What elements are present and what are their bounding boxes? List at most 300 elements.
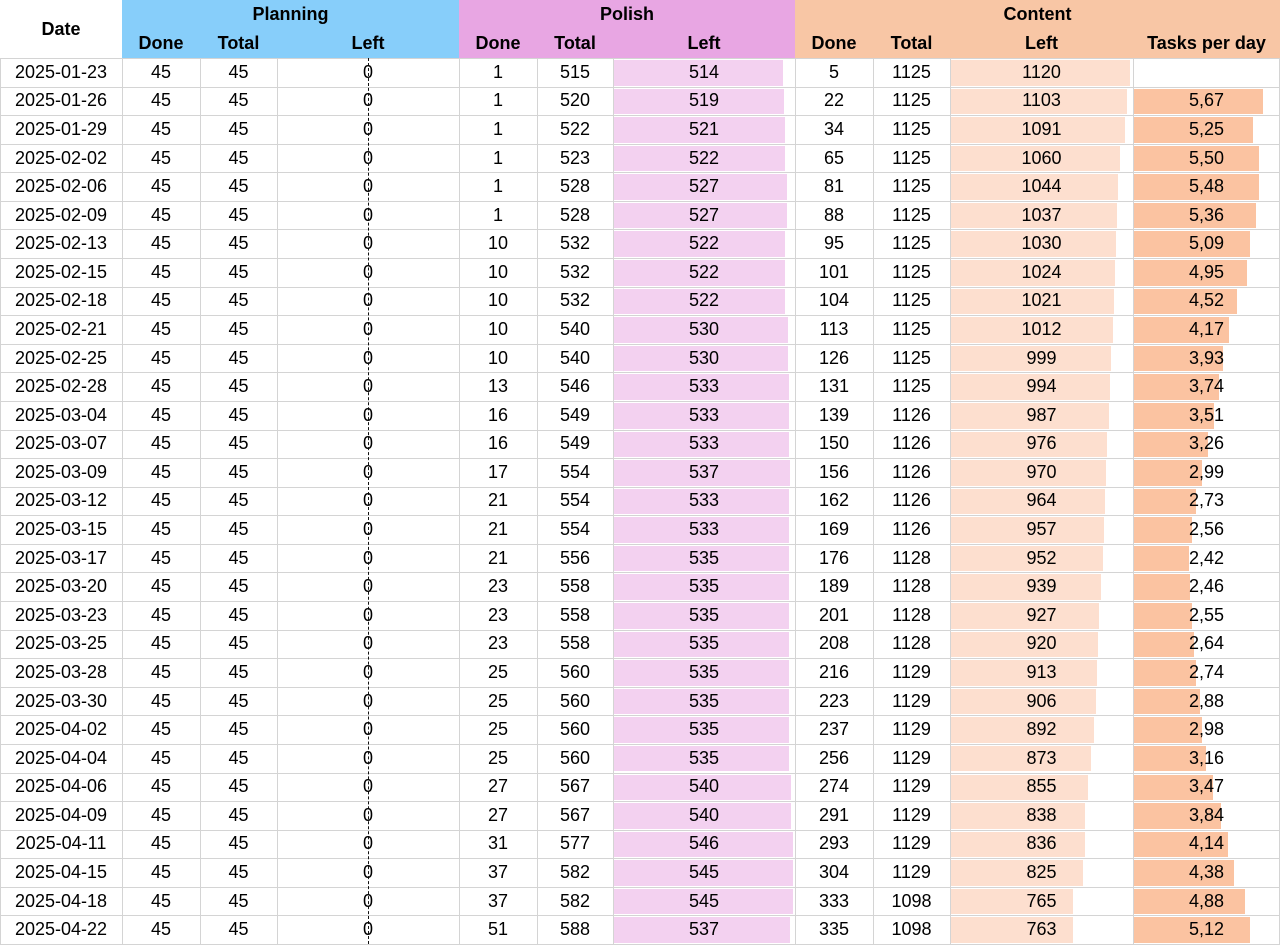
content-done-cell[interactable]: 304 [818, 862, 850, 883]
content-left-cell[interactable]: 999 [1026, 347, 1057, 368]
date-cell[interactable]: 2025-02-18 [14, 290, 108, 311]
date-cell[interactable]: 2025-04-09 [14, 804, 108, 825]
polish-left-cell[interactable]: 537 [688, 919, 720, 940]
polish-total-cell[interactable]: 560 [559, 690, 591, 711]
content-left-cell[interactable]: 970 [1026, 461, 1057, 482]
polish-left-cell[interactable]: 522 [688, 233, 720, 254]
polish-total-cell[interactable]: 549 [559, 404, 591, 425]
content-total-cell[interactable]: 1129 [892, 719, 931, 740]
planning-left-cell[interactable]: 0 [362, 690, 373, 711]
planning-total-cell[interactable]: 45 [228, 804, 249, 825]
content-total-cell[interactable]: 1128 [892, 604, 931, 625]
tasks-per-day-cell[interactable]: 5,67 [1188, 90, 1225, 111]
polish-done-cell[interactable]: 16 [487, 433, 509, 454]
polish-left-cell[interactable]: 540 [688, 804, 720, 825]
date-cell[interactable]: 2025-04-15 [14, 862, 108, 883]
planning-left-cell[interactable]: 0 [362, 633, 373, 654]
content-left-cell[interactable]: 957 [1026, 519, 1057, 540]
content-done-cell[interactable]: 335 [818, 919, 850, 940]
planning-total-cell[interactable]: 45 [228, 776, 249, 797]
planning-done-cell[interactable]: 45 [150, 547, 172, 568]
planning-total-cell[interactable]: 45 [228, 261, 249, 282]
content-left-header[interactable]: Left [1025, 33, 1058, 53]
content-left-cell[interactable]: 1012 [1021, 319, 1062, 339]
content-done-cell[interactable]: 201 [818, 604, 850, 625]
polish-total-cell[interactable]: 540 [559, 347, 591, 368]
planning-left-cell[interactable]: 0 [362, 233, 373, 254]
content-done-cell[interactable]: 189 [818, 576, 850, 597]
polish-left-cell[interactable]: 527 [688, 176, 720, 197]
planning-total-cell[interactable]: 45 [228, 490, 249, 511]
planning-done-cell[interactable]: 45 [150, 461, 172, 482]
tasks-per-day-cell[interactable]: 4,88 [1188, 890, 1225, 911]
planning-done-cell[interactable]: 45 [150, 576, 172, 597]
polish-total-header[interactable]: Total [554, 33, 596, 53]
date-cell[interactable]: 2025-04-11 [15, 833, 107, 854]
content-done-cell[interactable]: 291 [818, 804, 850, 825]
planning-total-cell[interactable]: 45 [228, 833, 249, 854]
polish-total-cell[interactable]: 588 [559, 919, 591, 940]
tasks-per-day-cell[interactable]: 5,12 [1188, 919, 1225, 940]
planning-left-cell[interactable]: 0 [362, 290, 373, 311]
polish-total-cell[interactable]: 528 [559, 176, 591, 197]
planning-total-cell[interactable]: 45 [228, 347, 249, 368]
content-done-cell[interactable]: 169 [818, 519, 850, 540]
content-total-cell[interactable]: 1125 [892, 347, 931, 368]
polish-left-cell[interactable]: 533 [688, 404, 720, 425]
planning-left-cell[interactable]: 0 [362, 519, 373, 540]
polish-done-cell[interactable]: 37 [487, 890, 509, 911]
planning-done-cell[interactable]: 45 [150, 118, 172, 139]
content-total-cell[interactable]: 1125 [892, 204, 931, 225]
polish-total-cell[interactable]: 558 [559, 576, 591, 597]
date-cell[interactable]: 2025-04-06 [14, 776, 108, 797]
polish-done-cell[interactable]: 51 [487, 919, 509, 940]
tasks-per-day-cell[interactable]: 3,47 [1188, 776, 1225, 797]
content-done-cell[interactable]: 293 [818, 833, 850, 854]
content-done-cell[interactable]: 101 [818, 261, 850, 282]
planning-left-cell[interactable]: 0 [362, 61, 373, 82]
polish-left-cell[interactable]: 545 [688, 862, 720, 883]
content-left-cell[interactable]: 1060 [1021, 147, 1062, 168]
tasks-per-day-cell[interactable]: 4,95 [1188, 261, 1225, 282]
polish-done-cell[interactable]: 10 [487, 233, 509, 254]
polish-left-header[interactable]: Left [687, 33, 721, 53]
content-total-cell[interactable]: 1126 [892, 490, 931, 511]
tasks-per-day-cell[interactable]: 3,93 [1188, 347, 1225, 368]
tasks-per-day-cell[interactable]: 3,51 [1188, 404, 1225, 425]
planning-done-cell[interactable]: 45 [150, 233, 172, 254]
tasks-per-day-cell[interactable]: 2,46 [1188, 576, 1225, 597]
polish-total-cell[interactable]: 515 [559, 61, 591, 82]
planning-left-cell[interactable]: 0 [362, 862, 373, 883]
planning-done-cell[interactable]: 45 [150, 890, 172, 911]
polish-left-cell[interactable]: 533 [688, 433, 720, 454]
tasks-per-day-cell[interactable]: 5,36 [1188, 204, 1225, 225]
polish-total-cell[interactable]: 522 [559, 118, 591, 139]
content-done-cell[interactable]: 126 [818, 347, 850, 368]
planning-left-cell[interactable]: 0 [362, 319, 373, 339]
date-cell[interactable]: 2025-01-23 [14, 61, 108, 82]
content-done-cell[interactable]: 5 [828, 61, 839, 82]
planning-done-cell[interactable]: 45 [150, 319, 172, 339]
tasks-per-day-cell[interactable]: 3,74 [1188, 376, 1225, 397]
planning-done-cell[interactable]: 45 [150, 604, 172, 625]
content-total-cell[interactable]: 1129 [892, 690, 931, 711]
content-left-cell[interactable]: 952 [1026, 547, 1057, 568]
planning-done-cell[interactable]: 45 [150, 747, 172, 768]
polish-total-cell[interactable]: 549 [559, 433, 591, 454]
planning-done-cell[interactable]: 45 [150, 661, 172, 682]
content-done-cell[interactable]: 113 [819, 319, 849, 339]
polish-done-cell[interactable]: 10 [487, 347, 509, 368]
planning-left-cell[interactable]: 0 [362, 404, 373, 425]
polish-done-cell[interactable]: 25 [487, 690, 509, 711]
polish-total-cell[interactable]: 558 [559, 633, 591, 654]
planning-done-cell[interactable]: 45 [150, 804, 172, 825]
polish-done-cell[interactable]: 1 [492, 90, 503, 111]
content-done-cell[interactable]: 156 [818, 461, 850, 482]
date-cell[interactable]: 2025-03-20 [14, 576, 108, 597]
planning-left-cell[interactable]: 0 [362, 747, 373, 768]
polish-total-cell[interactable]: 532 [559, 261, 591, 282]
polish-total-cell[interactable]: 523 [559, 147, 591, 168]
content-total-cell[interactable]: 1098 [891, 919, 932, 940]
content-done-cell[interactable]: 176 [818, 547, 850, 568]
polish-total-cell[interactable]: 560 [559, 719, 591, 740]
polish-total-cell[interactable]: 560 [559, 747, 591, 768]
planning-total-header[interactable]: Total [217, 33, 260, 53]
content-done-cell[interactable]: 256 [818, 747, 850, 768]
content-left-cell[interactable]: 920 [1026, 633, 1057, 654]
polish-done-cell[interactable]: 1 [492, 176, 503, 197]
content-done-cell[interactable]: 34 [823, 118, 845, 139]
tasks-per-day-cell[interactable]: 2,55 [1188, 604, 1225, 625]
content-left-cell[interactable]: 964 [1026, 490, 1057, 511]
tasks-per-day-cell[interactable]: 4,14 [1188, 833, 1225, 854]
polish-total-cell[interactable]: 546 [559, 376, 591, 397]
content-left-cell[interactable]: 913 [1026, 661, 1057, 682]
polish-done-cell[interactable]: 25 [487, 719, 509, 740]
content-done-cell[interactable]: 216 [818, 661, 850, 682]
planning-total-cell[interactable]: 45 [228, 61, 249, 82]
content-done-cell[interactable]: 223 [818, 690, 850, 711]
polish-total-cell[interactable]: 558 [559, 604, 591, 625]
date-cell[interactable]: 2025-03-17 [14, 547, 108, 568]
polish-left-cell[interactable]: 535 [688, 604, 720, 625]
polish-done-cell[interactable]: 21 [487, 519, 509, 540]
content-left-cell[interactable]: 836 [1026, 833, 1057, 854]
content-total-cell[interactable]: 1126 [892, 461, 931, 482]
planning-total-cell[interactable]: 45 [228, 433, 249, 454]
tasks-per-day-cell[interactable]: 2,74 [1188, 661, 1225, 682]
polish-done-cell[interactable]: 13 [487, 376, 509, 397]
polish-done-cell[interactable]: 27 [487, 804, 509, 825]
content-left-cell[interactable]: 765 [1026, 890, 1057, 911]
polish-total-cell[interactable]: 532 [559, 290, 591, 311]
polish-done-cell[interactable]: 23 [487, 633, 509, 654]
content-done-cell[interactable]: 104 [818, 290, 850, 311]
content-total-cell[interactable]: 1125 [892, 290, 931, 311]
planning-total-cell[interactable]: 45 [228, 461, 249, 482]
date-cell[interactable]: 2025-04-18 [14, 890, 108, 911]
planning-done-cell[interactable]: 45 [150, 833, 172, 854]
planning-left-cell[interactable]: 0 [362, 433, 373, 454]
polish-left-cell[interactable]: 530 [688, 319, 720, 339]
tasks-per-day-cell[interactable]: 2,64 [1188, 633, 1225, 654]
date-cell[interactable]: 2025-02-06 [14, 176, 108, 197]
polish-done-header[interactable]: Done [475, 33, 521, 53]
content-left-cell[interactable]: 838 [1026, 804, 1057, 825]
tasks-per-day-cell[interactable]: 2,73 [1188, 490, 1225, 511]
content-done-cell[interactable]: 22 [823, 90, 845, 111]
polish-total-cell[interactable]: 560 [559, 661, 591, 682]
content-left-cell[interactable]: 892 [1026, 719, 1057, 740]
planning-done-cell[interactable]: 45 [150, 204, 172, 225]
content-total-cell[interactable]: 1128 [892, 633, 931, 654]
tasks-per-day-header[interactable]: Tasks per day [1147, 33, 1266, 53]
planning-total-cell[interactable]: 45 [228, 747, 249, 768]
polish-left-cell[interactable]: 535 [688, 661, 720, 682]
date-cell[interactable]: 2025-03-25 [14, 633, 108, 654]
content-done-cell[interactable]: 65 [823, 147, 845, 168]
polish-total-cell[interactable]: 520 [559, 90, 591, 111]
planning-left-header[interactable]: Left [351, 33, 385, 53]
date-cell[interactable]: 2025-03-30 [14, 690, 108, 711]
polish-group-header[interactable]: Polish [599, 4, 654, 24]
polish-done-cell[interactable]: 21 [487, 547, 509, 568]
planning-done-cell[interactable]: 45 [150, 147, 172, 168]
content-left-cell[interactable]: 873 [1026, 747, 1057, 768]
date-cell[interactable]: 2025-02-25 [14, 347, 108, 368]
planning-left-cell[interactable]: 0 [362, 719, 373, 740]
planning-left-cell[interactable]: 0 [362, 176, 373, 197]
planning-done-cell[interactable]: 45 [150, 633, 172, 654]
content-left-cell[interactable]: 1120 [1022, 61, 1061, 82]
content-total-cell[interactable]: 1129 [892, 862, 931, 883]
planning-total-cell[interactable]: 45 [228, 319, 249, 339]
planning-total-cell[interactable]: 45 [228, 204, 249, 225]
planning-left-cell[interactable]: 0 [362, 118, 373, 139]
date-cell[interactable]: 2025-02-13 [14, 233, 108, 254]
polish-total-cell[interactable]: 582 [559, 862, 591, 883]
polish-done-cell[interactable]: 27 [487, 776, 509, 797]
planning-left-cell[interactable]: 0 [362, 261, 373, 282]
content-done-cell[interactable]: 131 [818, 376, 850, 397]
tasks-per-day-cell[interactable]: 5,25 [1188, 118, 1225, 139]
planning-done-cell[interactable]: 45 [150, 519, 172, 540]
polish-left-cell[interactable]: 522 [688, 147, 720, 168]
content-left-cell[interactable]: 1030 [1021, 233, 1062, 254]
date-cell[interactable]: 2025-02-28 [14, 376, 108, 397]
polish-done-cell[interactable]: 21 [487, 490, 509, 511]
planning-left-cell[interactable]: 0 [362, 919, 373, 940]
polish-left-cell[interactable]: 522 [688, 290, 720, 311]
content-done-cell[interactable]: 139 [818, 404, 850, 425]
polish-total-cell[interactable]: 554 [559, 519, 591, 540]
polish-left-cell[interactable]: 527 [688, 204, 720, 225]
polish-left-cell[interactable]: 519 [688, 90, 720, 111]
date-cell[interactable]: 2025-03-15 [14, 519, 108, 540]
polish-done-cell[interactable]: 23 [487, 576, 509, 597]
planning-left-cell[interactable]: 0 [362, 776, 373, 797]
planning-left-cell[interactable]: 0 [362, 90, 373, 111]
polish-left-cell[interactable]: 533 [688, 519, 720, 540]
polish-total-cell[interactable]: 540 [559, 319, 591, 339]
planning-total-cell[interactable]: 45 [228, 404, 249, 425]
content-left-cell[interactable]: 987 [1026, 404, 1057, 425]
content-left-cell[interactable]: 976 [1026, 433, 1057, 454]
content-left-cell[interactable]: 927 [1026, 604, 1057, 625]
planning-done-cell[interactable]: 45 [150, 347, 172, 368]
planning-total-cell[interactable]: 45 [228, 118, 249, 139]
planning-left-cell[interactable]: 0 [362, 204, 373, 225]
content-total-cell[interactable]: 1126 [892, 519, 931, 540]
polish-done-cell[interactable]: 37 [487, 862, 509, 883]
content-done-cell[interactable]: 81 [823, 176, 845, 197]
tasks-per-day-cell[interactable]: 5,50 [1188, 147, 1225, 168]
tasks-per-day-cell[interactable]: 2,56 [1188, 519, 1225, 540]
polish-left-cell[interactable]: 535 [688, 719, 720, 740]
content-left-cell[interactable]: 1021 [1021, 290, 1062, 311]
content-total-cell[interactable]: 1129 [892, 661, 931, 682]
content-left-cell[interactable]: 1037 [1021, 204, 1062, 225]
date-cell[interactable]: 2025-03-04 [14, 404, 108, 425]
polish-left-cell[interactable]: 521 [688, 118, 720, 139]
content-total-cell[interactable]: 1129 [892, 776, 931, 797]
tasks-per-day-cell[interactable]: 5,48 [1188, 176, 1225, 197]
planning-done-cell[interactable]: 45 [150, 61, 172, 82]
planning-total-cell[interactable]: 45 [228, 576, 249, 597]
planning-left-cell[interactable]: 0 [362, 890, 373, 911]
polish-left-cell[interactable]: 535 [688, 747, 720, 768]
content-done-cell[interactable]: 95 [823, 233, 845, 254]
content-left-cell[interactable]: 825 [1026, 862, 1057, 883]
content-total-cell[interactable]: 1126 [892, 433, 931, 454]
polish-done-cell[interactable]: 23 [487, 604, 509, 625]
planning-left-cell[interactable]: 0 [362, 147, 373, 168]
planning-total-cell[interactable]: 45 [228, 147, 249, 168]
polish-left-cell[interactable]: 522 [688, 261, 720, 282]
content-left-cell[interactable]: 994 [1026, 376, 1057, 397]
polish-done-cell[interactable]: 16 [487, 404, 509, 425]
content-total-cell[interactable]: 1125 [892, 233, 931, 254]
planning-total-cell[interactable]: 45 [228, 376, 249, 397]
polish-total-cell[interactable]: 567 [559, 804, 591, 825]
content-left-cell[interactable]: 855 [1026, 776, 1057, 797]
tasks-per-day-cell[interactable]: 4,52 [1188, 290, 1225, 311]
polish-total-cell[interactable]: 532 [559, 233, 591, 254]
polish-done-cell[interactable]: 31 [487, 833, 509, 854]
polish-left-cell[interactable]: 546 [688, 833, 720, 854]
planning-done-cell[interactable]: 45 [150, 90, 172, 111]
content-total-cell[interactable]: 1125 [892, 61, 931, 82]
date-cell[interactable]: 2025-03-12 [14, 490, 108, 511]
planning-done-cell[interactable]: 45 [150, 261, 172, 282]
polish-total-cell[interactable]: 554 [559, 490, 591, 511]
tasks-per-day-cell[interactable]: 2,42 [1188, 547, 1225, 568]
planning-left-cell[interactable]: 0 [362, 804, 373, 825]
polish-done-cell[interactable]: 1 [492, 147, 503, 168]
polish-total-cell[interactable]: 556 [559, 547, 591, 568]
content-total-cell[interactable]: 1125 [892, 118, 931, 139]
polish-done-cell[interactable]: 25 [487, 747, 509, 768]
planning-done-cell[interactable]: 45 [150, 719, 172, 740]
planning-total-cell[interactable]: 45 [228, 633, 249, 654]
planning-left-cell[interactable]: 0 [362, 833, 373, 854]
content-total-cell[interactable]: 1128 [892, 547, 931, 568]
content-left-cell[interactable]: 763 [1026, 919, 1057, 940]
polish-left-cell[interactable]: 533 [688, 376, 720, 397]
planning-done-cell[interactable]: 45 [150, 404, 172, 425]
tasks-per-day-cell[interactable] [1133, 58, 1280, 87]
polish-done-cell[interactable]: 1 [492, 118, 503, 139]
content-total-cell[interactable]: 1125 [892, 176, 931, 197]
polish-done-cell[interactable]: 17 [487, 461, 509, 482]
tasks-per-day-cell[interactable]: 2,99 [1188, 461, 1225, 482]
date-cell[interactable]: 2025-03-28 [14, 661, 108, 682]
planning-total-cell[interactable]: 45 [228, 176, 249, 197]
date-cell[interactable]: 2025-02-15 [14, 261, 108, 282]
tasks-per-day-cell[interactable]: 4,38 [1188, 862, 1225, 883]
content-left-cell[interactable]: 1103 [1022, 90, 1061, 111]
polish-left-cell[interactable]: 537 [688, 461, 720, 482]
content-total-cell[interactable]: 1128 [892, 576, 931, 597]
planning-total-cell[interactable]: 45 [228, 290, 249, 311]
date-cell[interactable]: 2025-04-04 [14, 747, 108, 768]
planning-left-cell[interactable]: 0 [362, 576, 373, 597]
content-done-cell[interactable]: 150 [818, 433, 850, 454]
planning-total-cell[interactable]: 45 [228, 919, 249, 940]
polish-left-cell[interactable]: 535 [688, 547, 720, 568]
date-cell[interactable]: 2025-01-26 [14, 90, 108, 111]
polish-left-cell[interactable]: 535 [688, 690, 720, 711]
content-group-header[interactable]: Content [1003, 4, 1072, 24]
tasks-per-day-cell[interactable]: 4,17 [1188, 319, 1225, 339]
polish-total-cell[interactable]: 528 [559, 204, 591, 225]
content-left-cell[interactable]: 1024 [1021, 261, 1062, 282]
tasks-per-day-cell[interactable]: 2,98 [1188, 719, 1225, 740]
tasks-per-day-cell[interactable]: 5,09 [1188, 233, 1225, 254]
content-total-cell[interactable]: 1125 [892, 261, 931, 282]
planning-total-cell[interactable]: 45 [228, 661, 249, 682]
planning-total-cell[interactable]: 45 [228, 519, 249, 540]
planning-done-cell[interactable]: 45 [150, 176, 172, 197]
planning-done-cell[interactable]: 45 [150, 433, 172, 454]
planning-done-header[interactable]: Done [138, 33, 184, 53]
planning-done-cell[interactable]: 45 [150, 776, 172, 797]
polish-done-cell[interactable]: 10 [487, 261, 509, 282]
content-left-cell[interactable]: 1044 [1021, 176, 1062, 197]
content-total-cell[interactable]: 1098 [891, 890, 932, 911]
content-left-cell[interactable]: 1091 [1021, 118, 1062, 139]
planning-total-cell[interactable]: 45 [228, 719, 249, 740]
content-total-cell[interactable]: 1129 [892, 804, 931, 825]
polish-total-cell[interactable]: 577 [559, 833, 591, 854]
polish-left-cell[interactable]: 535 [688, 633, 720, 654]
date-column-header[interactable]: Date [41, 18, 81, 39]
content-done-cell[interactable]: 274 [818, 776, 850, 797]
date-cell[interactable]: 2025-04-02 [14, 719, 108, 740]
content-total-cell[interactable]: 1125 [892, 376, 931, 397]
content-done-cell[interactable]: 333 [818, 890, 850, 911]
polish-done-cell[interactable]: 1 [492, 61, 503, 82]
planning-total-cell[interactable]: 45 [228, 604, 249, 625]
date-cell[interactable]: 2025-01-29 [14, 118, 108, 139]
content-done-cell[interactable]: 237 [818, 719, 850, 740]
planning-done-cell[interactable]: 45 [150, 862, 172, 883]
planning-left-cell[interactable]: 0 [362, 604, 373, 625]
